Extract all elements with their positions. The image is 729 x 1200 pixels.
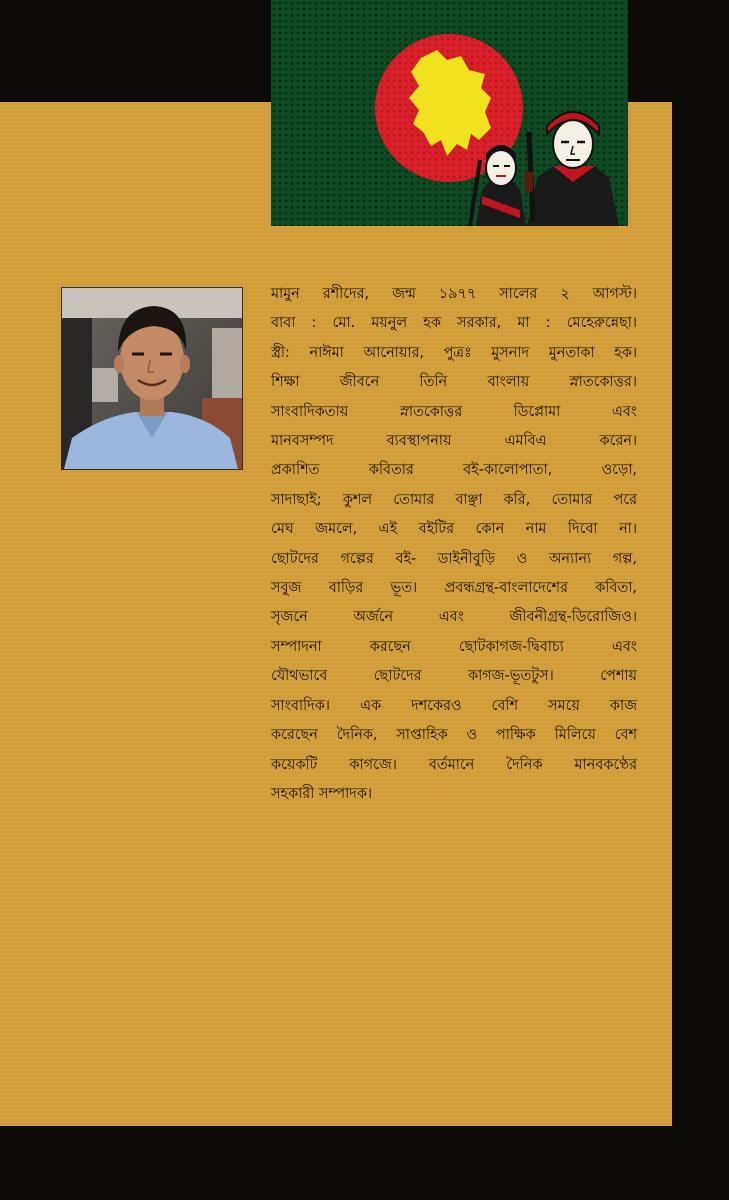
bio-line: মেঘ জমলে, এই বইটির কোন নাম দিবো না। xyxy=(271,521,637,538)
bio-line: সম্পাদনা করছেন ছোটকাগজ-দ্বিবাচ্য এবং xyxy=(271,638,637,655)
bio-line: প্রকাশিত কবিতার বই-কালোপাতা, ওড়ো, xyxy=(271,462,637,479)
bio-line: মানবসম্পদ ব্যবস্থাপনায় এমবিএ করেন। xyxy=(271,433,637,450)
bio-line: যৌথভাবে ছোটদের কাগজ-ভূতটুস। পেশায় xyxy=(271,668,637,685)
bio-line: বাবা : মো. ময়নুল হক সরকার, মা : মেহেরুন্নেছা। xyxy=(271,315,637,332)
author-biography xyxy=(271,280,637,809)
bio-line: সাংবাদিকতায় স্নাতকোত্তর ডিপ্লোমা এবং xyxy=(271,403,637,420)
bio-line: কয়েকটি কাগজে। বর্তমানে দৈনিক মানবকণ্ঠের xyxy=(271,756,637,773)
bio-line: করেছেন দৈনিক, সাপ্তাহিক ও পাক্ষিক মিলিয়ে বেশ xyxy=(271,727,637,744)
bio-line: সৃজনে অর্জনে এবং জীবনীগ্রন্থ-ডিরোজিও। xyxy=(271,609,637,626)
author-photo xyxy=(61,287,243,470)
bio-line: মামুন রশীদের, জন্ম ১৯৭৭ সালের ২ আগস্ট। xyxy=(271,286,637,302)
bio-line: স্ত্রী: নাঈমা আনোয়ার, পুত্রঃ মুসনাদ মুনতাকা হক। xyxy=(271,344,637,361)
bio-line: ছোটদের গল্পের বই- ডাইনীবুড়ি ও অন্যান্য গল্প, xyxy=(271,550,637,567)
flag-illustration xyxy=(271,0,628,226)
bio-line: সবুজ বাড়ির ভূত। প্রবন্ধগ্রন্থ-বাংলাদেশের কবিতা, xyxy=(271,580,637,597)
bio-line: শিক্ষা জীবনে তিনি বাংলায় স্নাতকোত্তর। xyxy=(271,374,637,391)
bio-line: সাদাছাই; কুশল তোমার বাঞ্ছা করি, তোমার পরে xyxy=(271,491,637,508)
bio-line: সহকারী সম্পাদক। xyxy=(271,785,373,802)
bio-line: সাংবাদিক। এক দশকেরও বেশি সময়ে কাজ xyxy=(271,697,637,714)
